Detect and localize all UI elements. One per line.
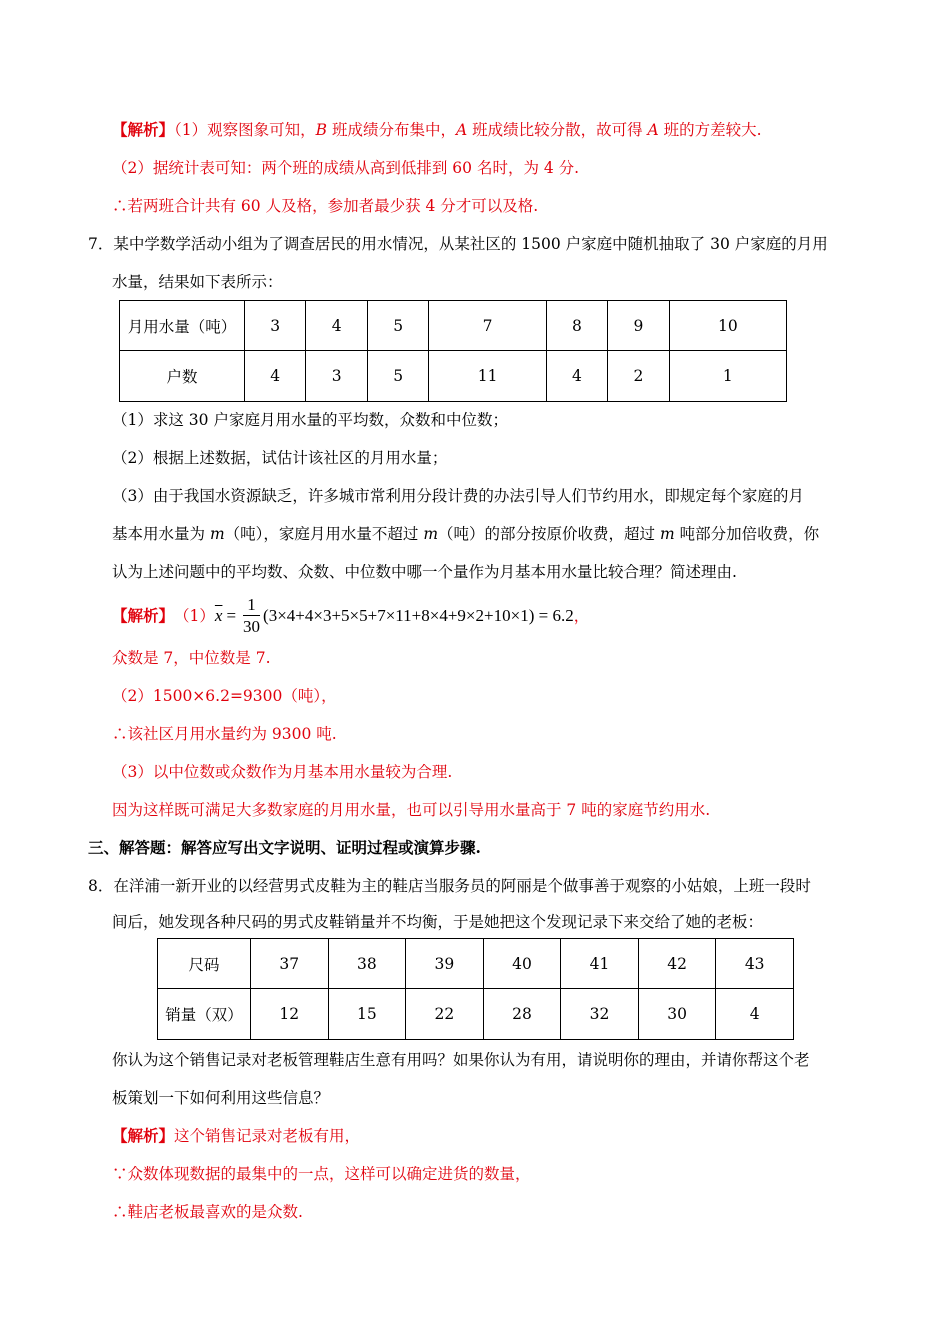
table-cell: 15 (328, 989, 406, 1040)
table-cell: 9 (608, 301, 669, 351)
mean-formula: $\overline{x}$ = $\frac{1}{30}$ (3×4+4×3+5×5+7×11+8×4+9×2+10×1) = 6.2 (214, 594, 574, 636)
analysis-8-line-1: 【解析】这个销售记录对老板有用， (112, 1126, 361, 1145)
table-cell: 42 (638, 939, 716, 989)
analysis-tag: 【解析】 (112, 1126, 175, 1145)
table-cell: 40 (483, 939, 561, 989)
table-cell: 37 (251, 939, 329, 989)
shoe-sales-table (157, 938, 794, 1040)
table-cell: 30 (638, 989, 716, 1040)
fraction-numerator: 1 (243, 595, 260, 616)
question-8-text-4: 板策划一下如何利用这些信息？ (112, 1089, 330, 1107)
table-cell: 22 (406, 989, 484, 1040)
mean-symbol: $\overline{x}$ (214, 606, 223, 625)
table-cell: 32 (561, 989, 639, 1040)
analysis-8-line-2: ∵众数体现数据的最集中的一点，这样可以确定进货的数量， (112, 1165, 531, 1183)
table-cell: 41 (561, 939, 639, 989)
table-cell: 43 (716, 939, 794, 989)
question-7-sub-3b: 基本用水量为 m（吨），家庭月用水量不超过 m（吨）的部分按原价收费，超过 m 吨部分加倍收费，你 (112, 525, 820, 543)
table-row (120, 301, 787, 351)
table-cell: 1 (669, 351, 786, 402)
table-cell: 8 (546, 301, 607, 351)
table-cell: 11 (429, 351, 546, 402)
analysis-6-line-1: 【解析】（1）观察图象可知，B 班成绩分布集中，A 班成绩比较分散，故可得 A 班的方差较大. (112, 120, 762, 139)
question-number: 8． (88, 877, 114, 895)
question-7-sub-2: （2）根据上述数据，试估计该社区的月用水量； (112, 449, 448, 467)
question-7-sub-3a: （3）由于我国水资源缺乏，许多城市常利用分段计费的办法引导人们节约用水，即规定每个家庭的月 (112, 487, 804, 505)
table-row (158, 939, 794, 989)
table-cell: 2 (608, 351, 669, 402)
analysis-7-line-3: （2）1500×6.2=9300（吨）， (112, 687, 337, 705)
table-cell: 4 (306, 301, 367, 351)
question-7-sub-1: （1）求这 30 户家庭月用水量的平均数，众数和中位数； (112, 411, 508, 429)
question-7-text-1: 7．某中学数学活动小组为了调查居民的用水情况，从某社区的 1500 户家庭中随机抽取了 30 户家庭的月用 (88, 235, 828, 253)
analysis-tag: 【解析】 (112, 120, 175, 139)
table-cell: 10 (669, 301, 786, 351)
table-header-cell: 月用水量（吨） (120, 301, 245, 351)
table-cell: 5 (367, 351, 428, 402)
table-cell: 28 (483, 989, 561, 1040)
analysis-7-line-5: （3）以中位数或众数作为月基本用水量较为合理. (112, 763, 453, 781)
fraction (243, 595, 260, 638)
formula-body: (3×4+4×3+5×5+7×11+8×4+9×2+10×1) = 6.2 (263, 606, 574, 625)
question-8-text-3: 你认为这个销售记录对老板管理鞋店生意有用吗？如果你认为有用，请说明你的理由，并请你帮这个老 (112, 1051, 810, 1069)
table-cell: 7 (429, 301, 546, 351)
table-cell: 3 (306, 351, 367, 402)
analysis-7-line-4: ∴该社区月用水量约为 9300 吨. (112, 725, 337, 743)
analysis-6-line-2: （2）据统计表可知：两个班的成绩从高到低排到 60 名时，为 4 分. (112, 159, 580, 177)
water-usage-table (119, 300, 787, 402)
table-cell: 12 (251, 989, 329, 1040)
analysis-7-formula-line: 【解析】 （1） $\overline{x}$ = $\frac{1}{30}$ (3×4+4×3+5×5+7×11+8×4+9×2+10×1) = 6.2 ， (112, 594, 590, 636)
analysis-7-line-2: 众数是 7，中位数是 7. (112, 649, 271, 667)
analysis-8-line-3: ∴鞋店老板最喜欢的是众数. (112, 1203, 303, 1221)
question-number: 7． (88, 235, 114, 253)
table-cell: 39 (406, 939, 484, 989)
table-header-cell: 尺码 (158, 939, 251, 989)
table-cell: 4 (716, 989, 794, 1040)
question-8-text-2: 间后，她发现各种尺码的男式皮鞋销量并不均衡，于是她把这个发现记录下来交给了她的老板： (112, 913, 764, 931)
analysis-tag: 【解析】 (112, 606, 175, 625)
question-7-text-2: 水量，结果如下表所示： (112, 273, 283, 291)
table-cell: 4 (546, 351, 607, 402)
table-header-cell: 户数 (120, 351, 245, 402)
table-cell: 5 (367, 301, 428, 351)
table-cell: 38 (328, 939, 406, 989)
table-cell: 3 (245, 301, 306, 351)
table-row (158, 989, 794, 1040)
question-8-text-1: 8．在洋浦一新开业的以经营男式皮鞋为主的鞋店当服务员的阿丽是个做事善于观察的小姑娘，上班一段时 (88, 877, 811, 895)
fraction-denominator: 30 (243, 616, 261, 636)
analysis-7-line-6: 因为这样既可满足大多数家庭的月用水量，也可以引导用水量高于 7 吨的家庭节约用水. (112, 801, 711, 819)
table-row (120, 351, 787, 402)
analysis-6-line-3: ∴若两班合计共有 60 人及格，参加者最少获 4 分才可以及格. (112, 197, 539, 215)
section-heading: 三、解答题：解答应写出文字说明、证明过程或演算步骤. (88, 838, 481, 857)
question-7-sub-3c: 认为上述问题中的平均数、众数、中位数中哪一个量作为月基本用水量比较合理？简述理由. (112, 563, 737, 581)
table-header-cell: 销量（双） (158, 989, 251, 1040)
table-cell: 4 (245, 351, 306, 402)
